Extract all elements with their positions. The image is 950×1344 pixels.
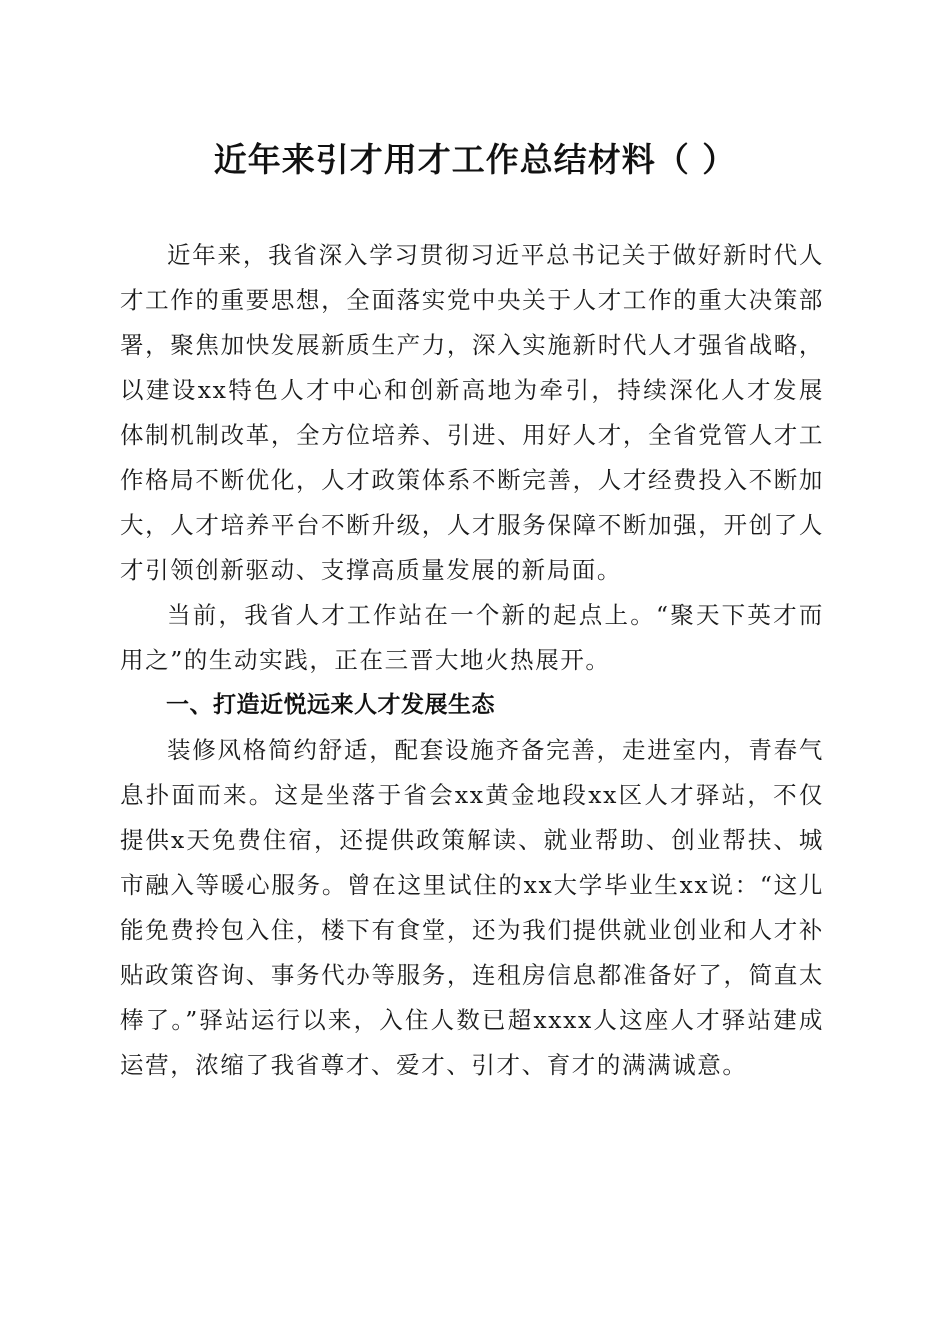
paragraph-section-1: 装修风格简约舒适，配套设施齐备完善，走进室内，青春气息扑面而来。这是坐落于省会xx黄金地段xx区人才驿站，不仅提供x天免费住宿，还提供政策解读、就业帮助、创业帮扶、城市融入等暖心服务。曾在这里试住的xx大学毕业生xx说：“这儿能免费拎包入住，楼下有食堂，还为我们提供就业创业和人才补贴政策咨询、事务代办等服务，连租房信息都准备好了，简直太棒了。”驿站运行以来，入住人数已超xxxx人这座人才驿站建成运营，浓缩了我省尊才、爱才、引才、育才的满满诚意。: [120, 736, 824, 1079]
paragraph-intro: 近年来，我省深入学习贯彻习近平总书记关于做好新时代人才工作的重要思想，全面落实党中央关于人才工作的重大决策部署，聚焦加快发展新质生产力，深入实施新时代人才强省战略，以建设xx特色人才中心和创新高地为牵引，持续深化人才发展体制机制改革，全方位培养、引进、用好人才，全省党管人才工作格局不断优化，人才政策体系不断完善，人才经费投入不断加大，人才培养平台不断升级，人才服务保障不断加强，开创了人才引领创新驱动、支撑高质量发展的新局面。: [120, 241, 824, 584]
document-title: 近年来引才用才工作总结材料（ ）: [213, 140, 737, 179]
document-body: [120, 233, 824, 1088]
section-heading: 一、打造近悦远来人才发展生态: [166, 692, 495, 718]
paragraph-current: 当前，我省人才工作站在一个新的起点上。“聚天下英才而用之”的生动实践，正在三晋大地火热展开。: [120, 601, 824, 674]
